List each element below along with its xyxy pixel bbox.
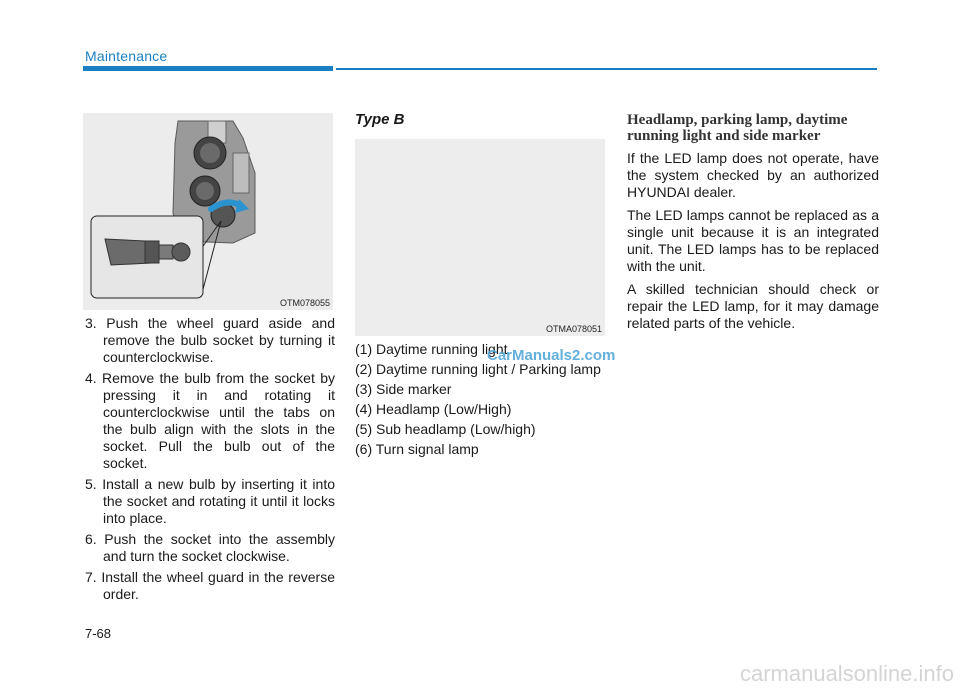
step-4: 4. Remove the bulb from the socket by pressing it in and rotating it counterclockwise until the tabs on the bulb align with the slots in the socket. Pull the bulb out of the socket. bbox=[85, 370, 335, 471]
type-b-figure bbox=[355, 139, 605, 336]
legend-item: (4) Headlamp (Low/High) bbox=[355, 401, 512, 417]
site-watermark: carmanualsonline.info bbox=[739, 661, 954, 686]
carmanuals-watermark: CarManuals2.com bbox=[487, 347, 616, 364]
legend-item: (5) Sub headlamp (Low/high) bbox=[355, 421, 536, 437]
section-body bbox=[627, 150, 879, 338]
page-number: 7-68 bbox=[85, 626, 112, 641]
figure-code: OTM078055 bbox=[279, 298, 330, 308]
bulb-socket-figure bbox=[83, 113, 333, 310]
headlamp-socket-illustration bbox=[83, 113, 333, 310]
step-7: 7. Install the wheel guard in the reverse order. bbox=[85, 569, 335, 602]
replacement-steps bbox=[85, 315, 335, 607]
paragraph: If the LED lamp does not operate, have the system checked by an authorized HYUNDAI dealer. bbox=[627, 150, 879, 200]
header-title: Maintenance bbox=[85, 48, 168, 64]
legend-item: (6) Turn signal lamp bbox=[355, 441, 479, 457]
type-b-heading: Type B bbox=[355, 111, 405, 128]
step-3: 3. Push the wheel guard aside and remove the bulb socket by turning it counterclockwise. bbox=[85, 315, 335, 365]
header-rule-thin bbox=[336, 68, 877, 70]
legend-item: (2) Daytime running light / Parking lamp bbox=[355, 361, 601, 377]
header-rule-thick bbox=[83, 66, 333, 71]
legend-item: (1) Daytime running light bbox=[355, 341, 508, 357]
legend-item: (3) Side marker bbox=[355, 381, 452, 397]
step-5: 5. Install a new bulb by inserting it into the socket and rotating it until it locks into place. bbox=[85, 476, 335, 526]
paragraph: The LED lamps cannot be replaced as a single unit because it is an integrated unit. The LED lamps has to be replaced with the unit. bbox=[627, 207, 879, 274]
step-6: 6. Push the socket into the assembly and turn the socket clockwise. bbox=[85, 531, 335, 564]
section-heading: Headlamp, parking lamp, daytime running light and side marker bbox=[627, 112, 848, 144]
paragraph: A skilled technician should check or repair the LED lamp, for it may damage related parts of the vehicle. bbox=[627, 281, 879, 331]
figure-code: OTMA078051 bbox=[545, 324, 602, 334]
